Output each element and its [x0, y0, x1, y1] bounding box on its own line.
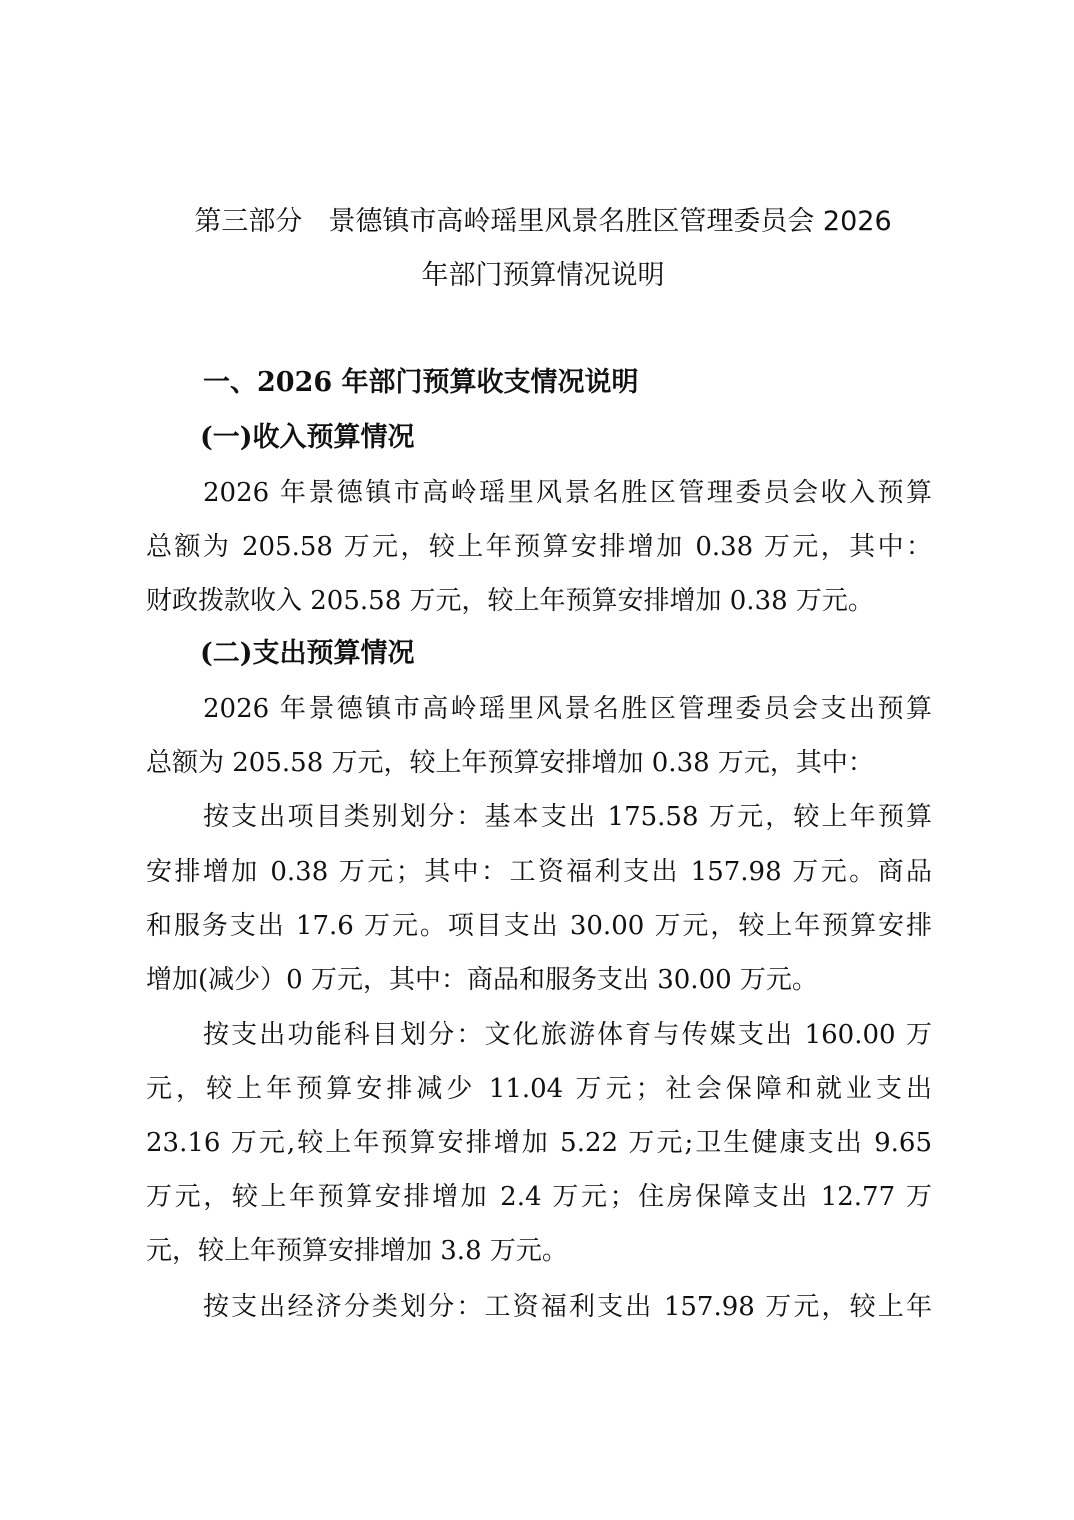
expenditure-by-function-line: 按支出功能科目划分：文化旅游体育与传媒支出 160.00 万	[203, 1020, 932, 1050]
section-heading-budget-overview: 一、2026 年部门预算收支情况说明	[203, 367, 639, 398]
expenditure-by-economic-class-line: 按支出经济分类划分：工资福利支出 157.98 万元，较上年	[203, 1292, 932, 1322]
expenditure-by-project-line: 增加(减少）0 万元，其中：商品和服务支出 30.00 万元。	[146, 965, 818, 995]
title-main-text: 景德镇市高岭瑶里风景名胜区管理委员会 2026	[328, 206, 892, 237]
expenditure-by-project-line: 和服务支出 17.6 万元。项目支出 30.00 万元，较上年预算安排	[146, 911, 932, 941]
title-part-label: 第三部分	[194, 206, 303, 237]
income-paragraph-line: 总额为 205.58 万元，较上年预算安排增加 0.38 万元，其中：	[146, 532, 932, 562]
expenditure-by-project-line: 按支出项目类别划分：基本支出 175.58 万元，较上年预算	[203, 802, 932, 832]
document-title-line-2: 年部门预算情况说明	[421, 260, 665, 291]
expenditure-total-line: 2026 年景德镇市高岭瑶里风景名胜区管理委员会支出预算	[203, 694, 932, 724]
expenditure-total-line: 总额为 205.58 万元，较上年预算安排增加 0.38 万元，其中：	[146, 748, 874, 778]
expenditure-by-function-line: 23.16 万元,较上年预算安排增加 5.22 万元;卫生健康支出 9.65	[146, 1128, 932, 1158]
document-title-line-1	[150, 205, 936, 239]
subsection-heading-expenditure: (二)支出预算情况	[200, 638, 415, 669]
expenditure-by-project-line: 安排增加 0.38 万元；其中：工资福利支出 157.98 万元。商品	[146, 857, 932, 887]
income-paragraph-line: 财政拨款收入 205.58 万元，较上年预算安排增加 0.38 万元。	[146, 586, 874, 616]
expenditure-by-function-line: 元，较上年预算安排增加 3.8 万元。	[146, 1236, 568, 1266]
expenditure-by-function-line: 元，较上年预算安排减少 11.04 万元；社会保障和就业支出	[146, 1074, 932, 1104]
income-paragraph-line: 2026 年景德镇市高岭瑶里风景名胜区管理委员会收入预算	[203, 478, 932, 508]
subsection-heading-income: (一)收入预算情况	[200, 422, 415, 453]
expenditure-by-function-line: 万元，较上年预算安排增加 2.4 万元；住房保障支出 12.77 万	[146, 1182, 932, 1212]
